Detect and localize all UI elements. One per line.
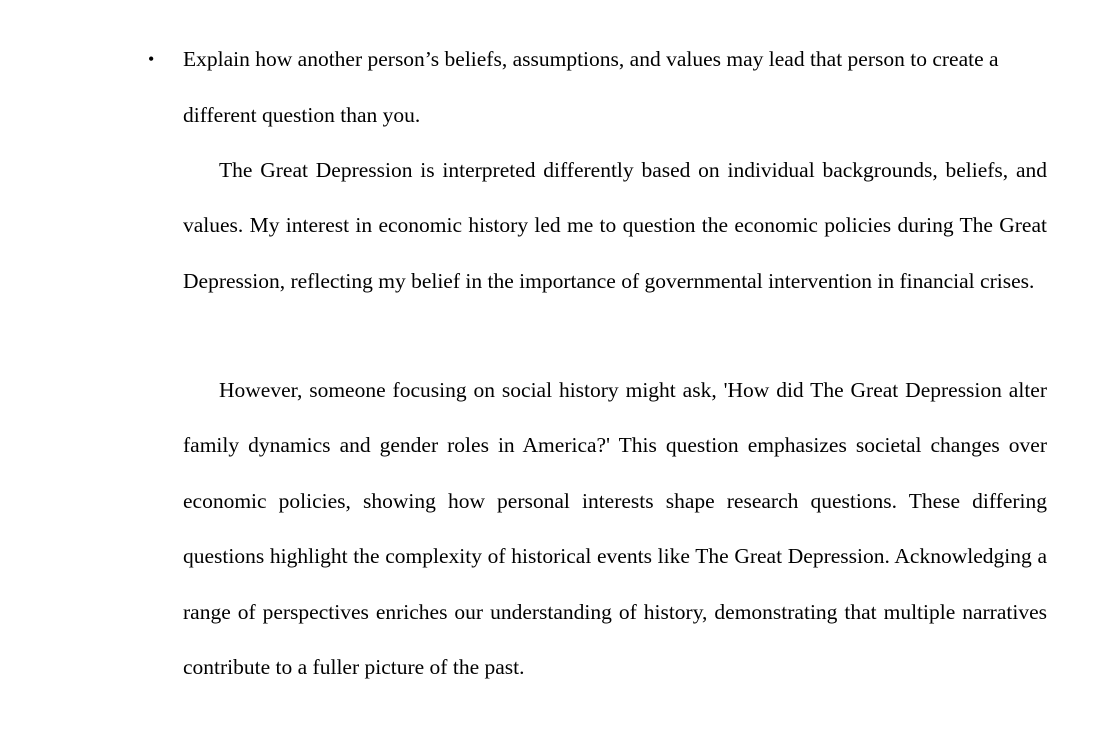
bullet-prompt-text: Explain how another person’s beliefs, assumptions, and values may lead that person to create a different question than you. [183, 47, 999, 127]
paragraph-economic-perspective: The Great Depression is interpreted differently based on individual backgrounds, beliefs, and values. My interest in economic history led me to question the economic policies during The Great Depression, reflecting my belief in the importance of governmental intervention in financial crises. [183, 158, 1047, 293]
bullet-marker: • [148, 49, 155, 69]
paragraph-social-perspective: However, someone focusing on social history might ask, 'How did The Great Depression alter family dynamics and gender roles in America?' This question emphasizes societal changes over economic policies, showing how personal interests shape research questions. These differing questions highlight the complexity of historical events like The Great Depression. Acknowledging a range of perspectives enriches our understanding of history, demonstrating that multiple narratives contribute to a fuller picture of the past. [183, 378, 1047, 680]
